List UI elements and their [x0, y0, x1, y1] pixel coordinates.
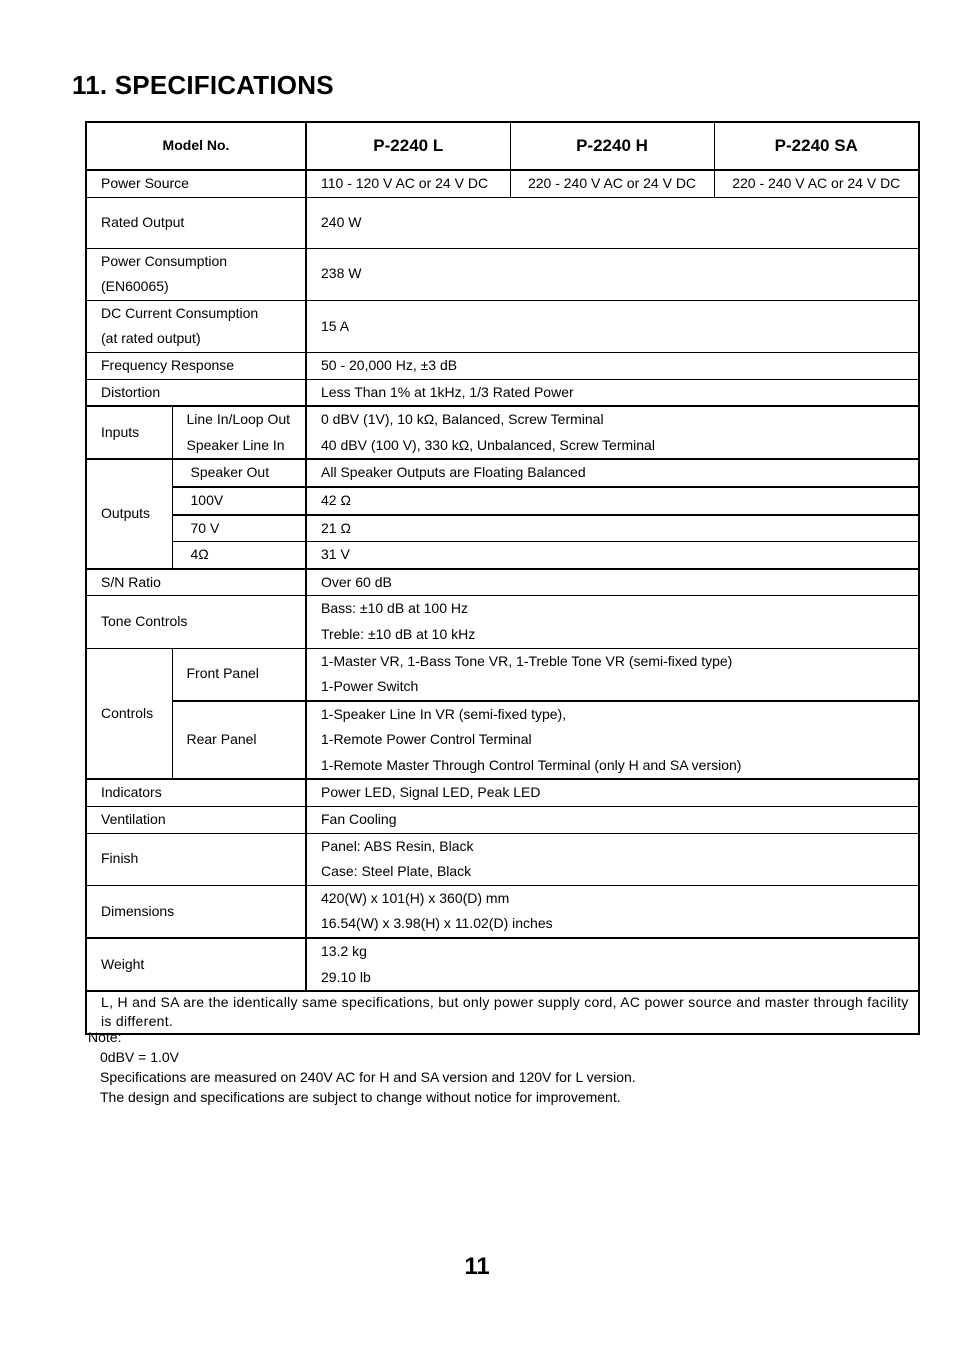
- table-row-finish: [86, 833, 919, 885]
- table-row-inputs-line: [86, 406, 919, 433]
- row-label: Tone Controls: [86, 596, 306, 648]
- value-line: 1-Power Switch: [321, 678, 419, 695]
- sub-label: Front Panel: [172, 648, 306, 701]
- cell-value: All Speaker Outputs are Floating Balanced: [306, 459, 919, 487]
- row-label: Ventilation: [86, 807, 306, 834]
- table-row-power-consumption: [86, 248, 919, 300]
- cell-value: Less Than 1% at 1kHz, 1/3 Rated Power: [306, 379, 919, 406]
- value-line: Treble: ±10 dB at 10 kHz: [321, 625, 476, 642]
- value-line: 1-Master VR, 1-Bass Tone VR, 1-Treble Tone VR (semi-fixed type): [321, 652, 733, 669]
- value-line: 1-Speaker Line In VR (semi-fixed type),: [321, 705, 567, 722]
- notes-section: [88, 1027, 636, 1107]
- cell-value: 50 - 20,000 Hz, ±3 dB: [306, 352, 919, 379]
- cell-value: [306, 885, 919, 938]
- row-label: Distortion: [86, 379, 306, 406]
- table-row-frequency-response: [86, 352, 919, 379]
- model-no-header: Model No.: [86, 122, 306, 170]
- table-row-sn-ratio: [86, 569, 919, 596]
- value-line: Panel: ABS Resin, Black: [321, 837, 474, 854]
- value-line: Case: Steel Plate, Black: [321, 863, 472, 880]
- cell-value: 40 dBV (100 V), 330 kΩ, Unbalanced, Screw Terminal: [306, 433, 919, 460]
- label-line: (at rated output): [101, 330, 201, 347]
- row-label-inputs: Inputs: [86, 406, 172, 459]
- label-line: (EN60065): [101, 278, 169, 295]
- model-header-sa: P-2240 SA: [714, 122, 919, 170]
- label-line: Power Consumption: [101, 252, 228, 269]
- table-row-tone-controls: [86, 596, 919, 648]
- cell-value: Fan Cooling: [306, 807, 919, 834]
- cell-value: Over 60 dB: [306, 569, 919, 596]
- cell-value: 15 A: [306, 300, 919, 352]
- table-footnote: L, H and SA are the identically same specifications, but only power supply cord, AC power source and master through facility is different.: [86, 991, 919, 1034]
- row-label: [86, 300, 306, 352]
- page-number: 11: [464, 1253, 490, 1280]
- row-label: Rated Output: [86, 197, 306, 248]
- sub-label: Rear Panel: [172, 701, 306, 780]
- value-line: 13.2 kg: [321, 943, 367, 960]
- table-row-indicators: [86, 779, 919, 806]
- row-label: Weight: [86, 938, 306, 991]
- sub-label: Line In/Loop Out: [172, 406, 306, 433]
- page-title: 11. SPECIFICATIONS: [72, 70, 334, 100]
- table-row-power-source: [86, 170, 919, 197]
- row-label: Finish: [86, 833, 306, 885]
- value-line: 29.10 lb: [321, 968, 371, 985]
- cell-value: [306, 701, 919, 780]
- row-label-controls: Controls: [86, 648, 172, 779]
- cell-value: 220 - 240 V AC or 24 V DC: [510, 170, 714, 197]
- label-line: DC Current Consumption: [101, 304, 259, 321]
- cell-value: 21 Ω: [306, 515, 919, 542]
- table-row-controls-rear: [86, 701, 919, 780]
- sub-label: Speaker Line In: [172, 433, 306, 460]
- table-row-outputs-4ohm: [86, 542, 919, 569]
- cell-value: 220 - 240 V AC or 24 V DC: [714, 170, 919, 197]
- sub-label: 70 V: [172, 515, 306, 542]
- cell-value: [306, 596, 919, 648]
- model-header-l: P-2240 L: [306, 122, 510, 170]
- table-row-weight: [86, 938, 919, 991]
- cell-value: [306, 833, 919, 885]
- cell-value: [306, 938, 919, 991]
- cell-value: 110 - 120 V AC or 24 V DC: [306, 170, 510, 197]
- cell-value: 240 W: [306, 197, 919, 248]
- sub-label: 100V: [172, 487, 306, 515]
- table-row-controls-front: [86, 648, 919, 701]
- value-line: Bass: ±10 dB at 100 Hz: [321, 600, 468, 617]
- row-label: Dimensions: [86, 885, 306, 938]
- value-line: 1-Remote Power Control Terminal: [321, 731, 532, 748]
- table-header-row: [86, 122, 919, 170]
- model-header-h: P-2240 H: [510, 122, 714, 170]
- note-line: Specifications are measured on 240V AC for H and SA version and 120V for L version.: [100, 1069, 636, 1085]
- sub-label: 4Ω: [172, 542, 306, 569]
- cell-value: Power LED, Signal LED, Peak LED: [306, 779, 919, 806]
- row-label: S/N Ratio: [86, 569, 306, 596]
- row-label: Power Source: [86, 170, 306, 197]
- table-row-outputs-70v: [86, 515, 919, 542]
- cell-value: 0 dBV (1V), 10 kΩ, Balanced, Screw Terminal: [306, 406, 919, 433]
- table-row-dc-current: [86, 300, 919, 352]
- row-label: Indicators: [86, 779, 306, 806]
- row-label: Frequency Response: [86, 352, 306, 379]
- specifications-table: [85, 121, 920, 1035]
- table-row-distortion: [86, 379, 919, 406]
- value-line: 1-Remote Master Through Control Terminal (only H and SA version): [321, 756, 742, 773]
- row-label-outputs: Outputs: [86, 459, 172, 568]
- note-line: The design and specifications are subject to change without notice for improvement.: [100, 1089, 621, 1105]
- table-row-outputs-100v: [86, 487, 919, 515]
- cell-value: 42 Ω: [306, 487, 919, 515]
- cell-value: 238 W: [306, 248, 919, 300]
- notes-heading: Note:: [88, 1029, 122, 1045]
- value-line: 16.54(W) x 3.98(H) x 11.02(D) inches: [321, 915, 553, 932]
- sub-label: Speaker Out: [172, 459, 306, 487]
- cell-value: [306, 648, 919, 701]
- table-row-dimensions: [86, 885, 919, 938]
- row-label: [86, 248, 306, 300]
- cell-value: 31 V: [306, 542, 919, 569]
- table-row-ventilation: [86, 807, 919, 834]
- table-row-inputs-speaker: [86, 433, 919, 460]
- table-row-rated-output: [86, 197, 919, 248]
- value-line: 420(W) x 101(H) x 360(D) mm: [321, 889, 510, 906]
- table-row-outputs-speaker: [86, 459, 919, 487]
- note-line: 0dBV = 1.0V: [100, 1049, 180, 1065]
